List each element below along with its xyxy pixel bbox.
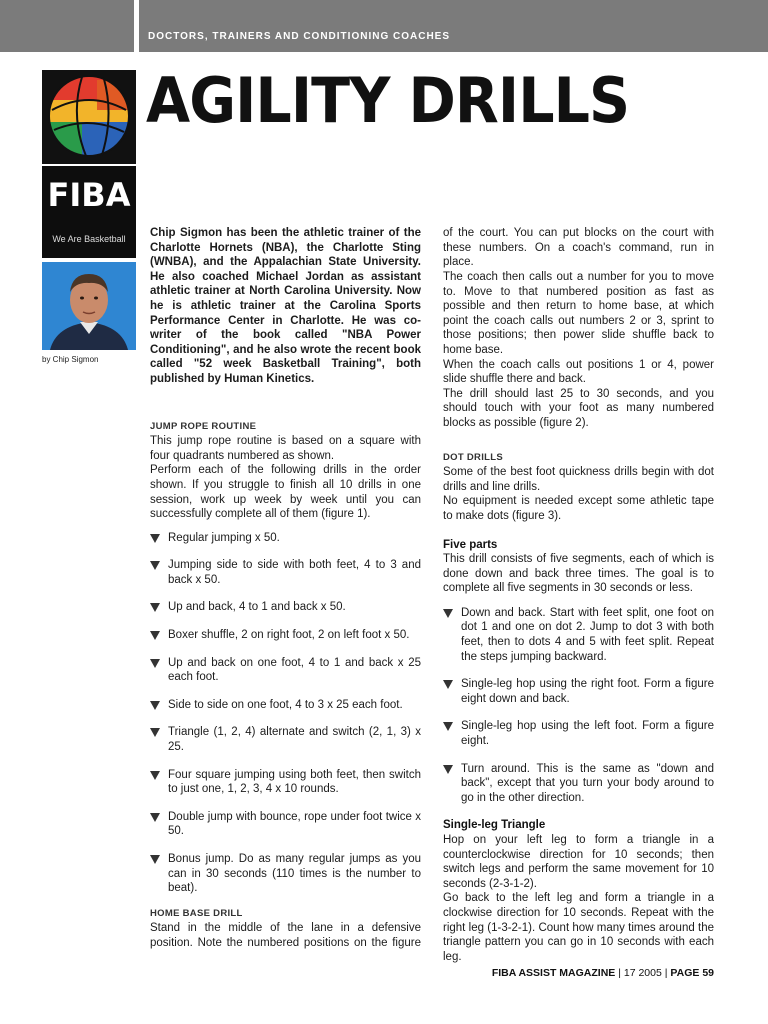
bullet-triangle-icon [150, 561, 160, 570]
list-item: Up and back on one foot, 4 to 1 and back x 25 each foot. [150, 656, 421, 685]
single-leg-heading: Single-leg Triangle [443, 819, 546, 832]
home-base-paragraph: The drill should last 25 to 30 seconds, and you should touch with your foot as many numbered blocks as possible (figure 2). [443, 387, 714, 429]
bullet-triangle-icon [150, 631, 160, 640]
list-item: Side to side on one foot, 4 to 3 x 25 each foot. [150, 698, 421, 713]
bullet-triangle-icon [150, 771, 160, 780]
single-leg-paragraph: Go back to the left leg and form a triangle in a clockwise direction for 10 seconds. Repeat with the right leg (1-3-2-1). Count how many times around the triangle pattern you can go in 10 seconds with each leg. [443, 892, 714, 963]
bullet-triangle-icon [443, 609, 453, 618]
footer-separator: | [664, 967, 671, 979]
author-byline: by Chip Sigmon [42, 355, 99, 364]
list-item: Bonus jump. Do as many regular jumps as you can in 30 seconds (110 times is the number to beat). [150, 852, 421, 896]
list-item: Four square jumping using both feet, then switch to just one, 1, 2, 3, 4 x 10 rounds. [150, 768, 421, 797]
list-item: Single-leg hop using the right foot. Form a figure eight down and back. [443, 677, 714, 706]
fiba-tagline: We Are Basketball [52, 234, 126, 244]
bullet-triangle-icon [150, 534, 160, 543]
author-photo [42, 262, 136, 350]
jump-rope-paragraph: Perform each of the following drills in the order shown. If you struggle to finish all 10 drills in one session, work up week by week until you can successfully complete all of them (figure 1). [150, 464, 421, 521]
list-item: Single-leg hop using the left foot. Form a figure eight. [443, 719, 714, 748]
basketball-logo [42, 70, 136, 164]
basketball-globe-icon [42, 70, 136, 164]
five-parts-paragraph: This drill consists of five segments, each of which is done down and back three times. The goal is to complete all five segments in 30 seconds or less. [443, 553, 714, 595]
list-item: Double jump with bounce, rope under foot twice x 50. [150, 810, 421, 839]
jump-rope-paragraph: This jump rope routine is based on a square with four quadrants numbered as shown. [150, 435, 421, 462]
dot-drills-paragraph: Some of the best foot quickness drills begin with dot drills and line drills. [443, 466, 714, 493]
banner-divider [134, 0, 139, 52]
intro-paragraph: Chip Sigmon has been the athletic trainer of the Charlotte Hornets (NBA), the Charlotte Sting (WNBA), and the Appalachian State University. He also coached Michael Jordan as assistant athletic trainer at North Carolina University. Now he is athletic trainer at the Carolina Sports Performance Center in Charlotte. He was co-writer of the book called "NBA Power Conditioning", and he also wrote the recent book called "52 week Basketball Training", both published by Human Kinetics. [150, 227, 421, 385]
footer-separator: | [618, 967, 624, 979]
jump-rope-heading: JUMP ROPE ROUTINE [150, 420, 257, 432]
list-item: Up and back, 4 to 1 and back x 50. [150, 600, 421, 615]
author-portrait-icon [42, 262, 136, 350]
bullet-triangle-icon [150, 855, 160, 864]
home-base-heading: HOME BASE DRILL [150, 907, 243, 919]
bullet-triangle-icon [443, 722, 453, 731]
single-leg-paragraph: Hop on your left leg to form a triangle in a counterclockwise direction for 10 seconds; then switch legs and perform the same movement for 10 seconds (2-3-1-2). [443, 834, 714, 890]
column-left [150, 226, 421, 950]
page-number: PAGE 59 [670, 967, 714, 979]
bullet-triangle-icon [443, 765, 453, 774]
article-title: AGILITY DRILLS [146, 64, 630, 137]
home-base-paragraph: Stand in the middle of the lane in a defensive position. Note the numbered positions on the figure [150, 922, 421, 949]
column-continuation [443, 226, 714, 270]
bullet-triangle-icon [443, 680, 453, 689]
home-base-continued: of the court. You can put blocks on the court with these numbers. On a coach's command, run in place. [443, 227, 714, 269]
top-banner [0, 0, 768, 52]
page-footer [492, 967, 714, 979]
magazine-name: FIBA ASSIST MAGAZINE [491, 967, 616, 979]
bullet-triangle-icon [150, 813, 160, 822]
section-label: DOCTORS, TRAINERS AND CONDITIONING COACHES [148, 31, 451, 42]
fiba-logo-word: FIBA [47, 176, 131, 214]
list-item: Regular jumping x 50. [150, 531, 421, 546]
fiba-logo-box [42, 166, 136, 258]
list-item: Turn around. This is the same as "down and back", except that you turn your body around to go in the other direction. [443, 762, 714, 806]
issue-number: 17 2005 [623, 967, 662, 979]
home-base-paragraph: The coach then calls out a number for you to move to. Move to that numbered position as fast as possible and then return to home base, at which point the coach calls out numbers 2 or 3, sprint to those positions; then power slide shuffle back to home base. [443, 271, 714, 356]
dot-drills-paragraph: No equipment is needed except some athletic tape to make dots (figure 3). [443, 495, 714, 522]
list-item: Down and back. Start with feet split, one foot on dot 1 and one on dot 2. Jump to dot 3 with both feet, then to dots 4 and 5 with feet split. Repeat the steps jumping backward. [443, 606, 714, 664]
bullet-triangle-icon [150, 603, 160, 612]
column-right [443, 226, 714, 964]
dot-drills-heading: DOT DRILLS [443, 451, 503, 463]
bullet-triangle-icon [150, 701, 160, 710]
five-parts-list [443, 606, 714, 806]
home-base-paragraph: When the coach calls out positions 1 or 4, power slide shuffle there and back. [443, 358, 714, 386]
list-item: Triangle (1, 2, 4) alternate and switch (2, 1, 3) x 25. [150, 725, 421, 754]
bullet-triangle-icon [150, 659, 160, 668]
bullet-triangle-icon [150, 728, 160, 737]
list-item: Jumping side to side with both feet, 4 to 3 and back x 50. [150, 558, 421, 587]
five-parts-heading: Five parts [443, 538, 498, 551]
jump-rope-list [150, 531, 421, 896]
list-item: Boxer shuffle, 2 on right foot, 2 on left foot x 50. [150, 628, 421, 643]
